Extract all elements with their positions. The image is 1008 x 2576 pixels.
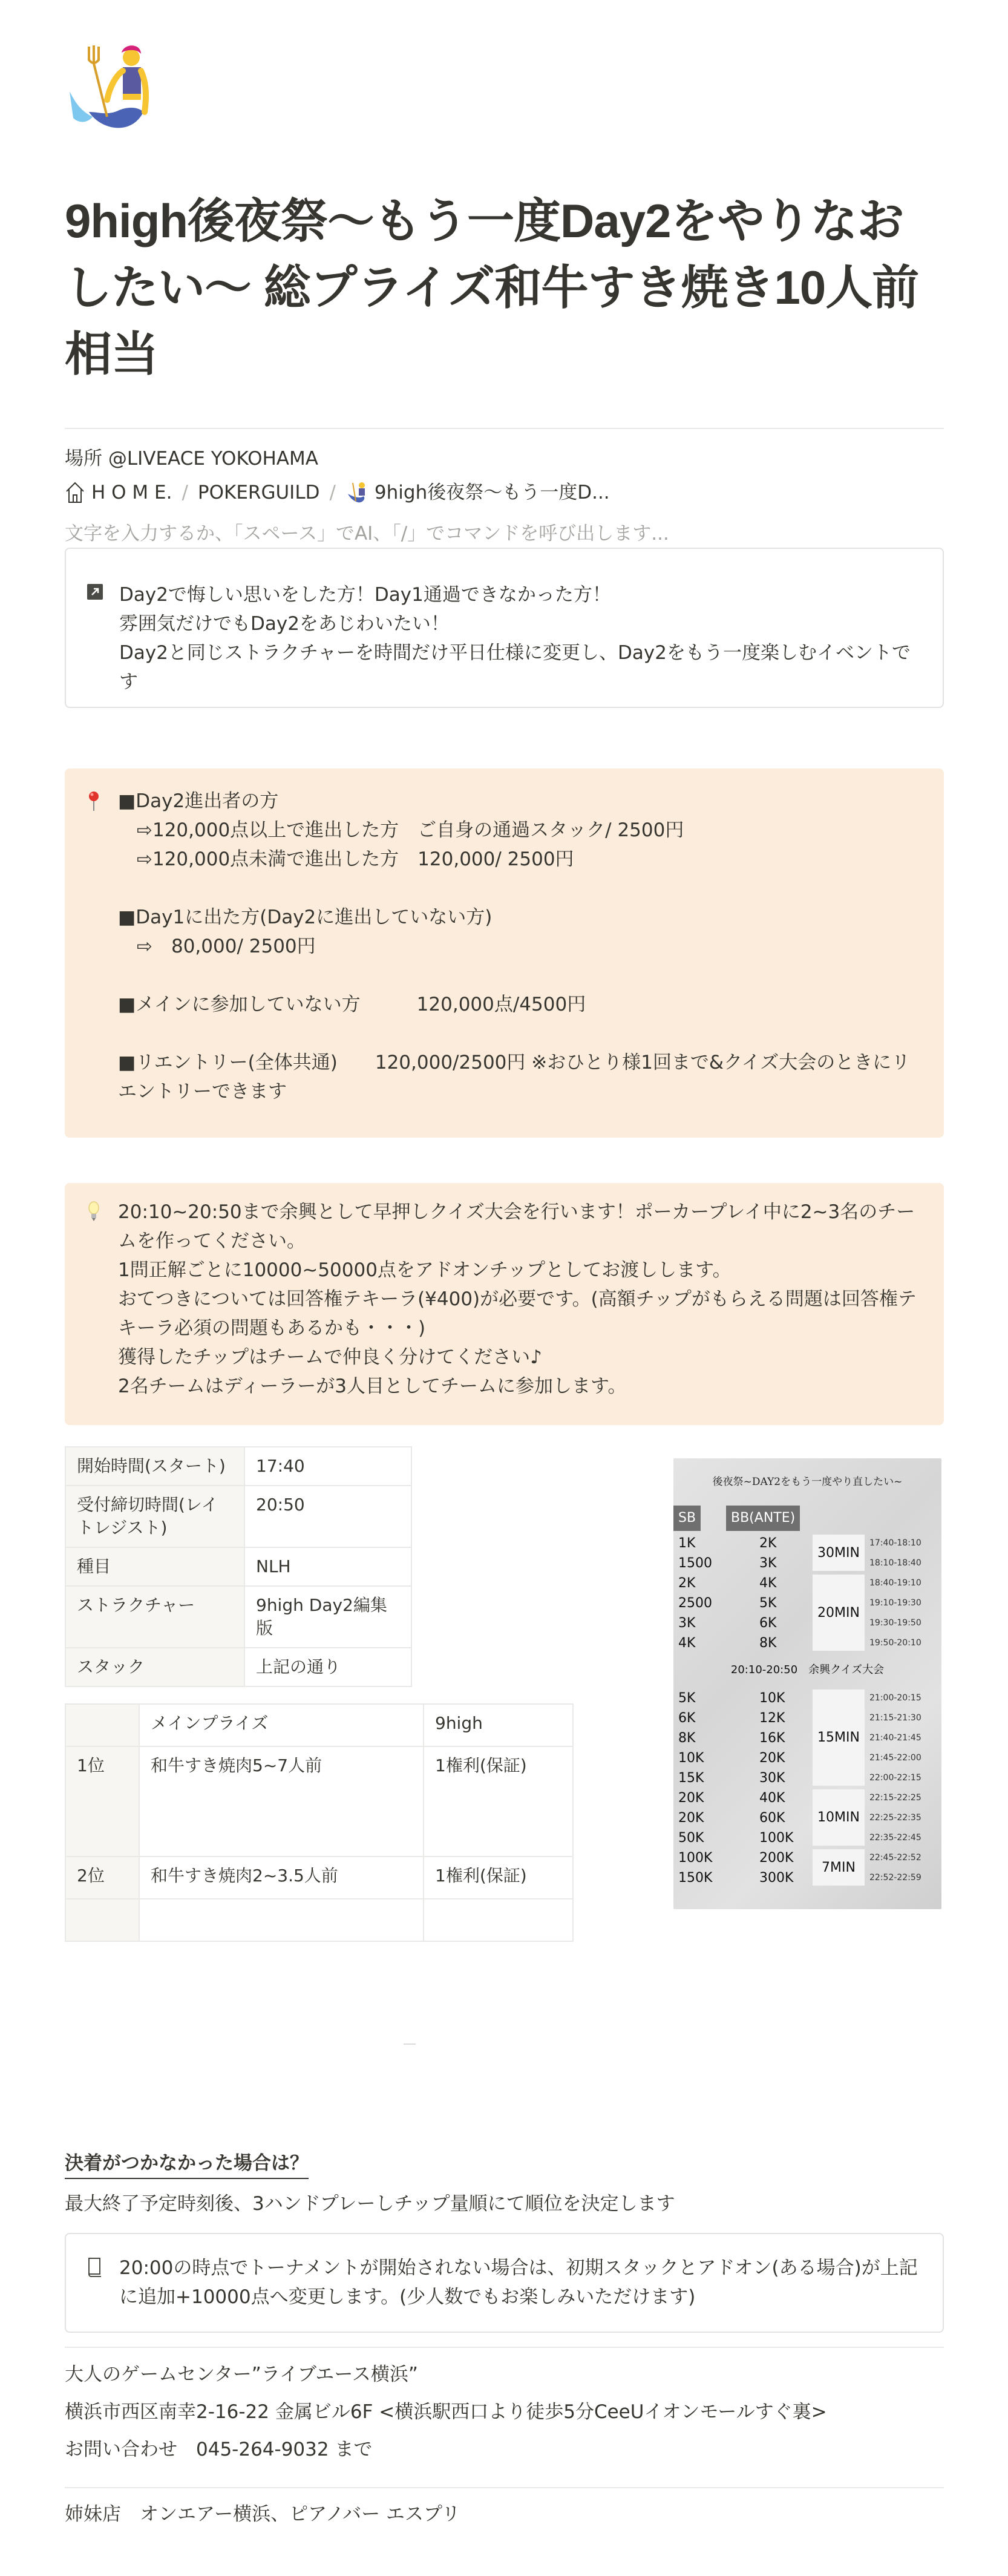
structure-level-row <box>673 1788 941 1808</box>
structure-duration-label: 30MIN <box>813 1535 865 1571</box>
structure-sb-value: 10K <box>678 1751 704 1766</box>
structure-level-row <box>673 1748 941 1768</box>
info-row <box>65 1648 411 1686</box>
structure-bb-value: 6K <box>759 1616 777 1631</box>
structure-bb-value: 5K <box>759 1596 777 1611</box>
structure-level-row <box>673 1808 941 1828</box>
intro-callout-text[interactable]: Day2で悔しい思いをした方！Day1通過できなかった方！ 雰囲気だけでもDay2をあじわいたい！ Day2と同じストラクチャーを時間だけ平日仕様に変更し、Day2をもう一度楽しむイベントです <box>119 584 911 693</box>
structure-time-value: 22:35-22:45 <box>869 1833 921 1843</box>
editor-placeholder[interactable]: 文字を入力するか、「スペース」でAI、「/」でコマンドを呼び出します... <box>65 523 669 545</box>
venue-address[interactable]: 横浜市西区南幸2-16-22 金属ビル6F <横浜駅西口より徒歩5分CeeUイオンモールすぐ裏> <box>65 2401 827 2423</box>
structure-bb-value: 10K <box>759 1691 785 1706</box>
tiebreak-heading[interactable]: 決着がつかなかった場合は？ <box>65 2150 309 2179</box>
info-row <box>65 1486 411 1547</box>
structure-sb-value: 6K <box>678 1711 696 1726</box>
sister-stores[interactable]: 姉妹店 オンエアー横浜、ピアノバー エスプリ <box>65 2503 460 2525</box>
structure-level-row <box>673 1768 941 1788</box>
structure-time-value: 22:25-22:35 <box>869 1813 921 1823</box>
structure-break-label: 20:10-20:50 余興クイズ大会 <box>730 1663 885 1676</box>
structure-time-value: 21:00-20:15 <box>869 1693 921 1703</box>
venue-name[interactable]: 大人のゲームセンター”ライブエース横浜” <box>65 2364 418 2385</box>
book-icon <box>83 2253 107 2283</box>
home-icon <box>65 480 85 505</box>
merperson-emoji-icon <box>345 480 368 505</box>
info-value[interactable]: 9high Day2編集版 <box>244 1586 411 1648</box>
info-value[interactable]: 17:40 <box>244 1447 411 1486</box>
breadcrumb-pokerguild[interactable] <box>198 479 320 506</box>
structure-bb-value: 40K <box>759 1791 785 1806</box>
prize-header-cell[interactable]: 9high <box>424 1704 573 1746</box>
structure-sb-value: 2K <box>678 1576 696 1591</box>
structure-bb-header: BB(ANTE) <box>726 1506 800 1531</box>
structure-bb-value: 12K <box>759 1711 785 1726</box>
structure-sb-value: 3K <box>678 1616 696 1631</box>
breadcrumb <box>65 479 610 506</box>
blind-structure-image[interactable] <box>673 1458 941 1909</box>
structure-sb-value: 20K <box>678 1791 704 1806</box>
structure-bb-value: 16K <box>759 1731 785 1746</box>
structure-time-value: 18:40-19:10 <box>869 1578 921 1588</box>
event-info-table <box>65 1446 412 1687</box>
title-divider <box>65 428 944 429</box>
pushpin-icon <box>82 787 106 816</box>
pricing-callout <box>65 769 944 1138</box>
pricing-callout-text[interactable]: ■Day2進出者の方 ⇨120,000点以上で進出した方 ご自身の通過スタック/ 2500円 ⇨120,000点未満で進出した方 120,000/ 2500円 ■Day1に出た方(Day2に進出していない方) ⇨ 80,000/ 2500円 ■メインに参加していない方 120,000点/4500円 ■リエントリー(全体共通) 120,000/2500円 ※おひとり様1回まで&クイズ大会のときにリエントリーできます <box>118 790 911 1103</box>
prize-table-header-row <box>65 1704 573 1746</box>
divider <box>404 2043 416 2045</box>
structure-level-row <box>673 1573 941 1593</box>
structure-time-value: 21:15-21:30 <box>869 1713 921 1723</box>
structure-time-value: 21:40-21:45 <box>869 1733 921 1743</box>
structure-sb-value: 2500 <box>678 1596 712 1611</box>
divider <box>65 2487 944 2488</box>
structure-sb-value: 150K <box>678 1870 713 1886</box>
structure-level-row <box>673 1728 941 1748</box>
prize-header-cell[interactable] <box>65 1704 139 1746</box>
prize-header-cell[interactable]: メインプライズ <box>139 1704 424 1746</box>
structure-duration-label: 20MIN <box>813 1575 865 1651</box>
prize-table <box>65 1703 574 1942</box>
info-label[interactable]: 受付締切時間(レイトレジスト) <box>65 1486 244 1547</box>
structure-time-value: 22:45-22:52 <box>869 1853 921 1863</box>
structure-level-row <box>673 1613 941 1633</box>
structure-time-value: 22:00-22:15 <box>869 1773 921 1783</box>
structure-sb-header: SB <box>673 1506 701 1531</box>
divider <box>65 2347 944 2348</box>
structure-sb-value: 8K <box>678 1731 696 1746</box>
structure-bb-value: 8K <box>759 1636 777 1651</box>
structure-duration-label: 7MIN <box>813 1849 865 1886</box>
structure-sb-value: 5K <box>678 1691 696 1706</box>
breadcrumb-separator: / <box>329 482 336 503</box>
info-label[interactable]: 種目 <box>65 1547 244 1586</box>
structure-level-row <box>673 1688 941 1708</box>
prize-rank[interactable] <box>65 1899 139 1941</box>
structure-level-row <box>673 1533 941 1553</box>
structure-bb-value: 30K <box>759 1771 785 1786</box>
prize-main[interactable] <box>139 1899 424 1941</box>
prize-main[interactable]: 和牛すき焼肉5~7人前 <box>139 1746 424 1857</box>
info-value[interactable]: NLH <box>244 1547 411 1586</box>
note-callout-text[interactable]: 20:00の時点でトーナメントが開始されない場合は、初期スタックとアドオン(ある場合)が上記に追加+10000点へ変更します。(少人数でもお楽しみいただけます) <box>119 2257 918 2308</box>
structure-sb-value: 4K <box>678 1636 696 1651</box>
structure-sb-value: 50K <box>678 1830 704 1846</box>
info-row <box>65 1447 411 1486</box>
structure-sb-value: 20K <box>678 1811 704 1826</box>
merperson-emoji-icon[interactable] <box>65 39 168 142</box>
structure-bb-value: 2K <box>759 1536 777 1551</box>
intro-callout <box>65 548 944 708</box>
info-row <box>65 1586 411 1648</box>
structure-level-row <box>673 1828 941 1848</box>
breadcrumb-home[interactable] <box>65 479 172 506</box>
structure-level-row <box>673 1868 941 1888</box>
page-title[interactable]: 9high後夜祭〜もう一度Day2をやりなおしたい〜 総プライズ和牛すき焼き10人前相当 <box>65 194 919 381</box>
quiz-callout-text[interactable]: 20:10~20:50まで余興として早押しクイズ大会を行います！ポーカープレイ中に2~3名のチームを作ってください。 1問正解ごとに10000~50000点をアドオンチップとしてお渡しします。 おてつきについては回答権テキーラ(¥400)が必要です。(高額チップがもらえる問題は回答権テキーラ必須の問題もあるかも・・・) 獲得したチップはチームで仲良く分けてください♪ 2名チームはディーラーが3人目としてチームに参加します。 <box>118 1201 917 1397</box>
structure-sb-value: 15K <box>678 1771 704 1786</box>
structure-level-row <box>673 1848 941 1868</box>
prize-rank[interactable]: 1位 <box>65 1746 139 1857</box>
structure-bb-value: 60K <box>759 1811 785 1826</box>
structure-bb-value: 4K <box>759 1576 777 1591</box>
structure-title: 後夜祭~DAY2をもう一度やり直したい~ <box>712 1476 903 1488</box>
structure-duration-label: 10MIN <box>813 1789 865 1846</box>
breadcrumb-current-label: 9high後夜祭〜もう一度D... <box>374 482 610 503</box>
structure-bb-value: 300K <box>759 1870 794 1886</box>
breadcrumb-pokerguild-label: POKERGUILD <box>197 482 320 503</box>
prize-row <box>65 1899 573 1941</box>
structure-time-value: 19:30-19:50 <box>869 1618 921 1628</box>
structure-time-value: 22:15-22:25 <box>869 1793 921 1803</box>
structure-level-row <box>673 1708 941 1728</box>
structure-level-row <box>673 1593 941 1613</box>
breadcrumb-current-page[interactable] <box>345 479 610 506</box>
prize-row <box>65 1857 573 1899</box>
structure-level-row <box>673 1633 941 1653</box>
prize-main[interactable]: 和牛すき焼肉2~3.5人前 <box>139 1857 424 1899</box>
structure-time-value: 17:40-18:10 <box>869 1538 921 1548</box>
structure-bb-value: 20K <box>759 1751 785 1766</box>
info-value[interactable]: 20:50 <box>244 1486 411 1547</box>
structure-sb-value: 100K <box>678 1850 713 1866</box>
quiz-callout <box>65 1183 944 1425</box>
structure-time-value: 18:10-18:40 <box>869 1558 921 1568</box>
info-label[interactable]: ストラクチャー <box>65 1586 244 1648</box>
structure-time-value: 19:10-19:30 <box>869 1598 921 1608</box>
arrow-up-right-icon <box>83 580 107 609</box>
info-label[interactable]: スタック <box>65 1648 244 1686</box>
prize-row <box>65 1746 573 1857</box>
prize-rank[interactable]: 2位 <box>65 1857 139 1899</box>
structure-time-value: 21:45-22:00 <box>869 1753 921 1763</box>
structure-time-value: 22:52-22:59 <box>869 1873 921 1883</box>
prize-9high[interactable]: 1権利(保証) <box>424 1857 573 1899</box>
structure-time-value: 19:50-20:10 <box>869 1638 921 1648</box>
tiebreak-text[interactable]: 最大終了予定時刻後、3ハンドプレーしチップ量順にて順位を決定します <box>65 2193 675 2215</box>
structure-sb-value: 1K <box>678 1536 696 1551</box>
structure-bb-value: 200K <box>759 1850 794 1866</box>
location-text: 場所 @LIVEACE YOKOHAMA <box>65 448 318 470</box>
structure-sb-value: 1500 <box>678 1556 712 1571</box>
info-label[interactable]: 開始時間(スタート) <box>65 1447 244 1486</box>
info-value[interactable]: 上記の通り <box>244 1648 411 1686</box>
lightbulb-icon <box>82 1198 106 1227</box>
structure-bb-value: 3K <box>759 1556 777 1571</box>
structure-bb-value: 100K <box>759 1830 794 1846</box>
structure-level-row <box>673 1553 941 1573</box>
structure-duration-label: 15MIN <box>813 1689 865 1786</box>
prize-9high[interactable] <box>424 1899 573 1941</box>
prize-9high[interactable]: 1権利(保証) <box>424 1746 573 1857</box>
note-callout <box>65 2233 944 2333</box>
breadcrumb-separator: / <box>182 482 188 503</box>
breadcrumb-home-label: H O M E. <box>91 482 172 503</box>
info-row <box>65 1547 411 1586</box>
contact-info[interactable]: お問い合わせ 045-264-9032 まで <box>65 2439 373 2460</box>
